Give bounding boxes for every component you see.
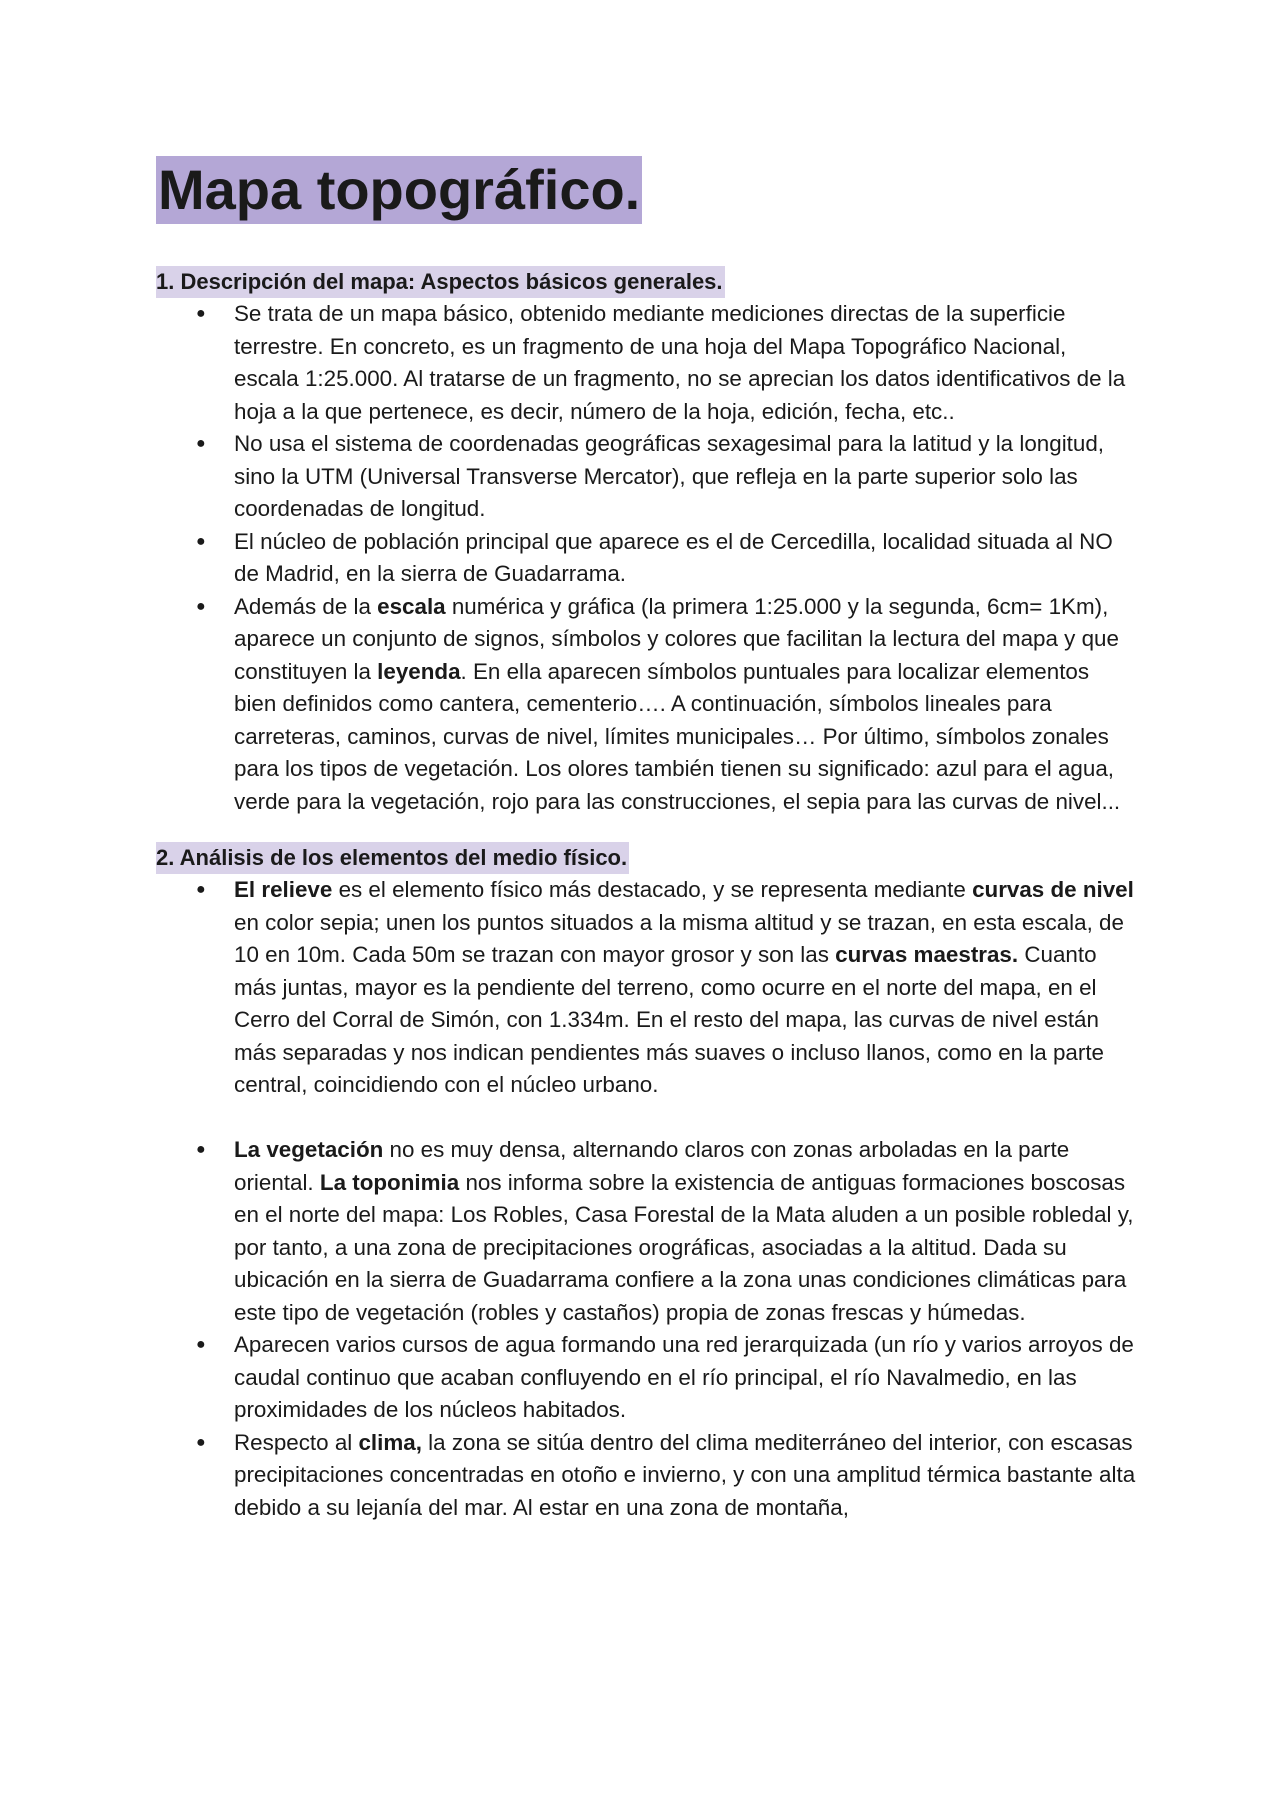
body-text: El núcleo de población principal que aparece es el de Cercedilla, localidad situada al NO de Madrid, en la sierra de Guadarrama.: [234, 528, 1113, 586]
section-heading: 2. Análisis de los elementos del medio físico.: [156, 842, 629, 874]
bold-text: clima,: [358, 1429, 422, 1455]
document-page: [156, 156, 1136, 1524]
bold-text: curvas maestras.: [835, 942, 1019, 967]
body-text: Además de la: [234, 593, 378, 619]
body-text: nos informa sobre la existencia de antiguas formaciones boscosas en el norte del mapa: Los Robles, Casa Forestal de la Mata aluden a un posible robledal y, por tanto, a una zona de precipitaciones orográficas, asociadas a la altitud. Dada su ubicación en la sierra de Guadarrama confiere a la zona unas condiciones climáticas para este tipo de vegetación (robles y castaños) propia de zonas frescas y húmedas.: [234, 1169, 1134, 1325]
body-text: Respecto al: [234, 1429, 359, 1455]
bullet-icon: ●: [196, 1336, 206, 1353]
bold-text: La toponimia: [319, 1169, 460, 1195]
body-text: Se trata de un mapa básico, obtenido mediante mediciones directas de la superficie terrestre. En concreto, es un fragmento de una hoja del Mapa Topográfico Nacional, escala 1:25.000. Al tratarse de un fragmento, no se aprecian los datos identificativos de la hoja a la que pertenece, es decir, número de la hoja, edición, fecha, etc..: [234, 301, 1126, 424]
bold-text: escala: [377, 593, 446, 619]
list-item: [196, 1329, 1136, 1427]
bullet-icon: ●: [196, 881, 206, 898]
bullet-icon: ●: [196, 1433, 206, 1451]
body-text: numérica y gráfica (la primera 1:25.000 y la segunda, 6cm= 1Km), aparece un conjunto de signos, símbolos y colores que facilitan la lectura del mapa y que constituyen la: [234, 593, 1119, 684]
section-heading: 1. Descripción del mapa: Aspectos básicos generales.: [156, 266, 725, 298]
body-text: Cuanto más juntas, mayor es la pendiente del terreno, como ocurre en el norte del mapa, en el Cerro del Corral de Simón, con 1.334m. En el resto del mapa, las curvas de nivel están más separadas y nos indican pendientes más suaves o incluso llanos, como en la parte central, coincidiendo con el núcleo urbano.: [234, 942, 1104, 1097]
bullet-icon: ●: [196, 597, 206, 615]
list-item: [196, 526, 1136, 591]
bullet-icon: ●: [196, 532, 206, 550]
bold-text: La vegetación: [234, 1137, 384, 1162]
section-description: [156, 266, 1136, 818]
body-text: la zona se sitúa dentro del clima mediterráneo del interior, con escasas precipitaciones concentradas en otoño e invierno, y con una amplitud térmica bastante alta debido a su lejanía del mar. Al estar en una zona de montaña,: [234, 1429, 1136, 1520]
list-item: [196, 1427, 1136, 1525]
bullet-icon: ●: [196, 1141, 206, 1158]
list-item: [196, 591, 1136, 819]
body-text: es el elemento físico más destacado, y se representa mediante: [332, 877, 973, 902]
bold-text: leyenda: [377, 658, 461, 684]
document-title: Mapa topográfico.: [156, 156, 642, 224]
body-text: No usa el sistema de coordenadas geográficas sexagesimal para la latitud y la longitud, sino la UTM (Universal Transverse Mercator), que refleja en la parte superior solo las coordenadas de longitud.: [234, 431, 1105, 521]
section-physical-analysis: [156, 842, 1136, 1524]
bullet-list: [156, 874, 1136, 1524]
list-item: [196, 298, 1136, 428]
body-text: no es muy densa, alternando claros con zonas arboladas en la parte oriental.: [234, 1137, 1070, 1195]
bold-text: El relieve: [234, 877, 333, 902]
body-text: Aparecen varios cursos de agua formando una red jerarquizada (un río y varios arroyos de caudal continuo que acaban confluyendo en el río principal, el río Navalmedio, en las proximidades de los núcleos habitados.: [234, 1332, 1134, 1422]
bullet-list: [156, 298, 1136, 818]
bullet-icon: ●: [196, 435, 206, 452]
list-item: [196, 1134, 1136, 1329]
bullet-icon: ●: [196, 305, 206, 322]
body-text: . En ella aparecen símbolos puntuales para localizar elementos bien definidos como cantera, cementerio…. A continuación, símbolos lineales para carreteras, caminos, curvas de nivel, límites municipales… Por último, símbolos zonales para los tipos de vegetación. Los olores también tienen su significado: azul para el agua, verde para la vegetación, rojo para las construcciones, el sepia para las curvas de nivel...: [234, 658, 1121, 814]
body-text: en color sepia; unen los puntos situados a la misma altitud y se trazan, en esta escala, de 10 en 10m. Cada 50m se trazan con mayor grosor y son las: [234, 909, 1124, 967]
list-item: [196, 428, 1136, 526]
list-item: [196, 874, 1136, 1102]
bold-text: curvas de nivel: [972, 877, 1134, 902]
